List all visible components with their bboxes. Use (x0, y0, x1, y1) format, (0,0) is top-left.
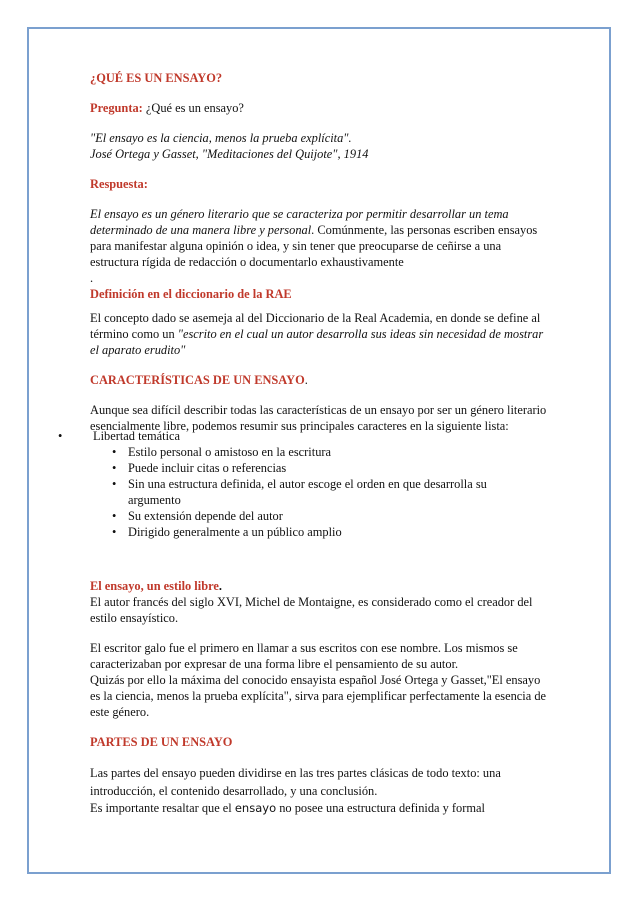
libre-heading-line (90, 578, 550, 594)
rae-paragraph (90, 310, 550, 358)
list-item (58, 524, 538, 540)
rae-text: El concepto dado se asemeja al del Diccionario de la Real Academia, en donde se define al término como un (90, 311, 541, 341)
characteristics-heading: CARACTERÍSTICAS DE UN ENSAYO (90, 373, 305, 387)
list-item-label: Dirigido generalmente a un público amplio (128, 525, 342, 539)
libre-heading: El ensayo, un estilo libre (90, 579, 219, 593)
answer-label: Respuesta: (90, 177, 148, 191)
quote-line-1: "El ensayo es la ciencia, menos la prueba explícita". (90, 131, 352, 145)
page-title: ¿QUÉ ES UN ENSAYO? (90, 71, 223, 85)
list-item (58, 444, 538, 460)
list-item (58, 460, 538, 476)
answer-rest: . Comúnmente, las personas escriben ensayos para manifestar alguna opinión o idea, y sin tener que preocuparse de ceñirse a una estructura rígida de redacción o documentarlo exhaustivamente (90, 223, 538, 269)
bullet-icon: • (112, 477, 117, 491)
partes-keyword: ensayo (234, 801, 277, 815)
document-body-lower (90, 578, 550, 816)
partes-paragraph-1: Las partes del ensayo pueden dividirse en las tres partes clásicas de todo texto: una introducción, el contenido desarrollado, y una conclusión. (90, 766, 501, 798)
answer-italic: El ensayo es un género literario que se caracteriza por permitir desarrollar un tema determinado de una manera libre y personal (90, 207, 509, 237)
partes-text-c: no posee una estructura definida y formal (276, 801, 485, 815)
rae-heading: Definición en el diccionario de la RAE (90, 287, 292, 301)
list-item (58, 428, 538, 444)
question-label: Pregunta: (90, 101, 143, 115)
document-body (90, 70, 550, 434)
list-item-label: Libertad temática (93, 429, 181, 443)
bullet-icon: • (112, 509, 117, 523)
libre-heading-dot: . (218, 579, 222, 593)
quote-line-2: José Ortega y Gasset, "Meditaciones del Quijote", 1914 (90, 147, 369, 161)
libre-paragraph-3: Quizás por ello la máxima del conocido ensayista español José Ortega y Gasset,"El ensayo es la ciencia, menos la prueba explícita", sirva para ejemplificar perfectamente la esencia de este género. (90, 673, 547, 719)
bullet-icon: • (112, 445, 117, 459)
list-item (58, 476, 538, 508)
question-paragraph (90, 100, 550, 116)
list-item-label: Su extensión depende del autor (128, 509, 283, 523)
list-item-label: Sin una estructura definida, el autor escoge el orden en que desarrolla su argumento (128, 477, 487, 507)
partes-heading: PARTES DE UN ENSAYO (90, 735, 233, 749)
characteristics-intro: Aunque sea difícil describir todas las características de un ensayo por ser un género literario esencialmente libre, podemos resumir sus principales caracteres en la siguiente lista: (90, 403, 547, 433)
list-item (58, 508, 538, 524)
partes-paragraph-2 (90, 800, 550, 816)
characteristics-heading-line (90, 372, 550, 388)
question-text: ¿Qué es un ensayo? (142, 101, 244, 115)
libre-paragraph-2: El escritor galo fue el primero en llamar a sus escritos con ese nombre. Los mismos se caracterizaban por expresar de una forma libre el pensamiento de su autor. (90, 641, 518, 671)
list-item-label: Estilo personal o amistoso en la escritura (128, 445, 332, 459)
characteristics-heading-dot: . (304, 373, 308, 387)
bullet-icon: • (58, 429, 63, 443)
answer-paragraph (90, 206, 550, 286)
rae-quote: "escrito en el cual un autor desarrolla sus ideas sin necesidad de mostrar el aparato erudito" (90, 327, 544, 357)
answer-dot: . (90, 271, 94, 285)
characteristics-list (58, 428, 538, 540)
partes-text-a: Es importante resaltar que el (90, 801, 235, 815)
quote-block (90, 130, 550, 162)
bullet-icon: • (112, 461, 117, 475)
bullet-icon: • (112, 525, 117, 539)
list-item-label: Puede incluir citas o referencias (128, 461, 287, 475)
libre-paragraph-1: El autor francés del siglo XVI, Michel de Montaigne, es considerado como el creador del estilo ensayístico. (90, 595, 533, 625)
